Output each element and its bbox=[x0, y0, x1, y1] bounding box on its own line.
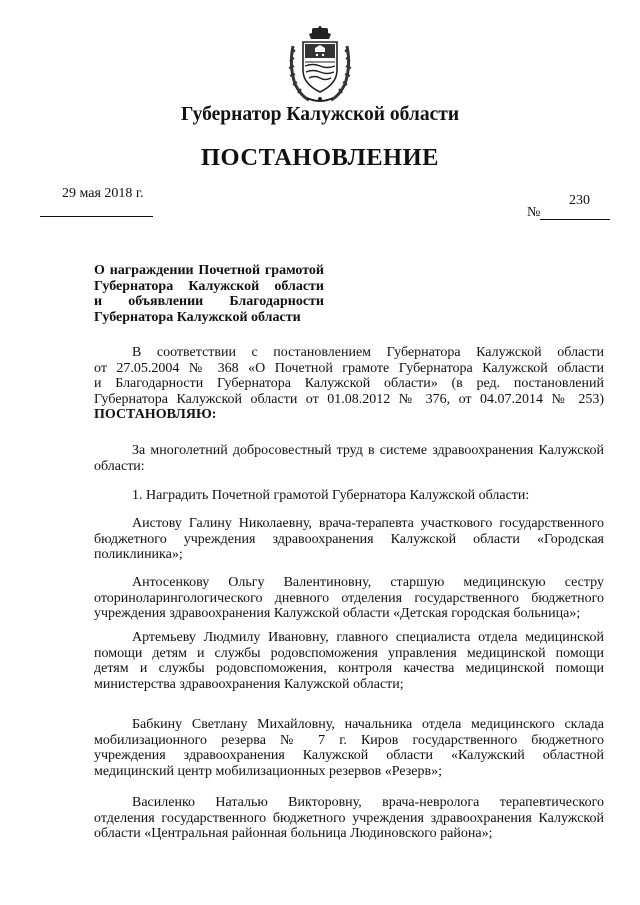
preamble-paragraph bbox=[94, 345, 604, 423]
document-type-heading: ПОСТАНОВЛЕНИЕ bbox=[201, 144, 439, 171]
document-title bbox=[94, 263, 324, 325]
preamble-line: и Благодарности Губернатора Калужской области» (в ред. постановлений bbox=[94, 376, 604, 392]
title-line: Губернатора Калужской области bbox=[94, 309, 301, 325]
coat-of-arms-emblem bbox=[287, 26, 353, 104]
governor-heading: Губернатор Калужской области bbox=[180, 104, 460, 125]
intro-paragraph bbox=[94, 443, 604, 474]
number-underline bbox=[540, 219, 610, 220]
date-underline bbox=[40, 216, 153, 217]
entry-line: медицинский центр мобилизационных резервов «Резерв»; bbox=[94, 763, 443, 779]
entry-line: учреждения здравоохранения Калужской области «Калужский областной bbox=[94, 748, 604, 764]
document-number: 230 bbox=[569, 193, 590, 208]
award-entry bbox=[94, 717, 604, 779]
entry-line: оториноларингологического дневного отделения государственного бюджетного bbox=[94, 590, 604, 606]
award-entry bbox=[94, 630, 604, 692]
point-1-paragraph bbox=[94, 488, 604, 504]
intro-line: За многолетний добросовестный труд в системе здравоохранения Калужской bbox=[132, 443, 604, 458]
preamble-line: от 27.05.2004 № 368 «О Почетной грамоте Губернатора Калужской области bbox=[94, 360, 604, 376]
title-line: О награждении Почетной грамотой bbox=[94, 263, 324, 278]
entry-line: мобилизационного резерва № 7 г. Киров государственного бюджетного bbox=[94, 732, 604, 748]
document-date: 29 мая 2018 г. bbox=[62, 186, 144, 201]
preamble-line: В соответствии с постановлением Губернатора Калужской области bbox=[132, 345, 604, 360]
number-sign: № bbox=[527, 205, 541, 220]
intro-line: области: bbox=[94, 458, 145, 474]
entry-line: бюджетного учреждения здравоохранения Калужской области «Городская bbox=[94, 531, 604, 547]
point-1-text: 1. Наградить Почетной грамотой Губернатора Калужской области: bbox=[132, 488, 530, 503]
entry-line: Василенко Наталью Викторовну, врача-невролога терапевтического bbox=[132, 795, 604, 810]
award-entry bbox=[94, 516, 604, 563]
entry-line: детям и службы родовспоможения, контроля качества медицинской помощи bbox=[94, 661, 604, 677]
entry-line: отделения государственного бюджетного учреждения здравоохранения Калужской bbox=[94, 810, 604, 826]
entry-line: Бабкину Светлану Михайловну, начальника отдела медицинского склада bbox=[132, 717, 604, 732]
entry-line: Антосенкову Ольгу Валентиновну, старшую медицинскую сестру bbox=[132, 575, 604, 590]
entry-line: учреждения здравоохранения Калужской области «Детская городская больница»; bbox=[94, 606, 581, 622]
entry-line: области «Центральная районная больница Людиновского района»; bbox=[94, 826, 493, 842]
title-line: Губернатора Калужской области bbox=[94, 278, 324, 294]
entry-line: помощи детям и службы родовспоможения управления медицинской помощи bbox=[94, 645, 604, 661]
award-entry bbox=[94, 795, 604, 842]
decree-word: ПОСТАНОВЛЯЮ: bbox=[94, 407, 217, 423]
entry-line: Артемьеву Людмилу Ивановну, главного специалиста отдела медицинской bbox=[132, 630, 604, 645]
entry-line: Аистову Галину Николаевну, врача-терапевта участкового государственного bbox=[132, 516, 604, 531]
preamble-line: Губернатора Калужской области от 01.08.2012 № 376, от 04.07.2014 № 253) bbox=[94, 391, 604, 407]
title-line: и объявлении Благодарности bbox=[94, 294, 324, 310]
entry-line: поликлиника»; bbox=[94, 547, 183, 563]
entry-line: министерства здравоохранения Калужской области; bbox=[94, 676, 404, 692]
award-entry bbox=[94, 575, 604, 622]
